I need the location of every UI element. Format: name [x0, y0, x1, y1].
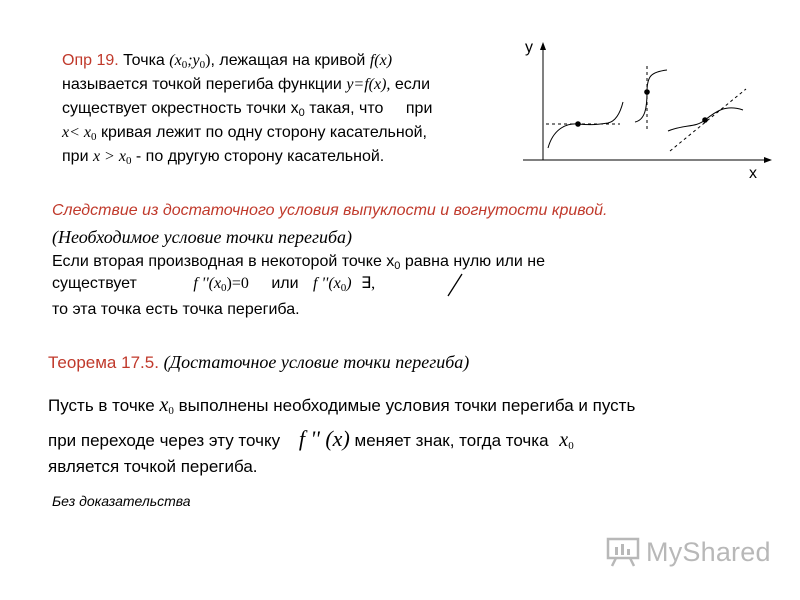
definition-line-2: называется точкой перегиба функции y=f(x), если [62, 76, 431, 93]
theorem-heading [48, 352, 469, 373]
no-proof-note: Без доказательства [52, 493, 191, 509]
theorem-line-2: при переходе через эту точку f '' (x) меняет знак, тогда точка $x_0$ [48, 426, 574, 452]
corollary-title: Следствие из достаточного условия выпуклости и вогнутости кривой. [52, 202, 608, 219]
y-axis-arrow-icon [540, 42, 546, 50]
curve-oblique-tangent [668, 89, 746, 151]
corollary-line-1: Если вторая производная в некоторой точке $х_0$ равна нулю или не [52, 253, 545, 272]
definition-line-4: $x< x_0$ кривая лежит по одну сторону касательной, [62, 124, 427, 143]
watermark-text: MyShared [646, 536, 771, 567]
y-axis-label: y [525, 39, 533, 56]
corollary-line-3: то эта точка есть точка перегиба. [52, 301, 300, 318]
theorem-line-3: является точкой перегиба. [48, 457, 258, 476]
inflection-point [575, 121, 581, 127]
necessary-condition-title: (Необходимое условие точки перегиба) [52, 227, 353, 247]
definition-line-5: при $x > x_0$ - по другую сторону касательной. [62, 148, 385, 167]
corollary-line-2: существует f ''$(x_0)=0$ или f ''$(x_0)$ ∃, [52, 275, 376, 294]
presentation-board-icon [606, 536, 640, 568]
theorem-line-1: Пусть в точке $x_0$ выполнены необходимые условия точки перегиба и пусть [48, 394, 636, 417]
inflection-graph [520, 30, 780, 190]
definition-line-3: существует окрестность точки $х_0$ такая, что при [62, 100, 433, 119]
inflection-point [702, 117, 708, 123]
definition-label: Опр 19. [62, 52, 119, 69]
x-axis-label: x [749, 165, 757, 182]
x-axis-arrow-icon [764, 157, 772, 163]
curve-vertical-tangent [635, 66, 667, 130]
theorem-label: Теорема 17.5. [48, 353, 159, 372]
curve-horizontal-tangent [546, 102, 623, 148]
myshared-watermark [606, 536, 771, 568]
theorem-title: (Достаточное условие точки перегиба) [163, 352, 470, 372]
inflection-point [644, 89, 650, 95]
strike-slash [444, 272, 466, 298]
not-exists-symbol: ∃, [361, 275, 376, 292]
definition-line-1: Опр 19. Точка $(x_0;y_0)$, лежащая на кривой f(x) [62, 52, 393, 71]
